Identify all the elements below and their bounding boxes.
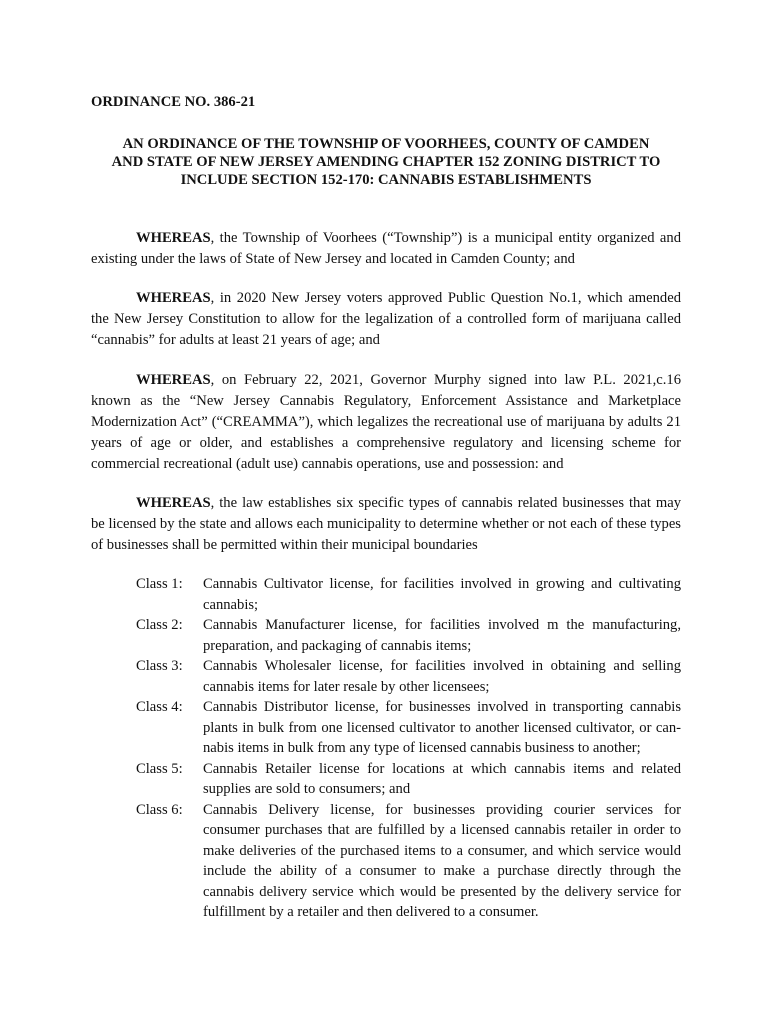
paragraph-text: , on February 22, 2021, Governor Murphy signed into law P.L. 2021,c.16 known as the “New Jersey Cannabis Regulatory, Enforcement Assistance and Marketplace Modernization Act” (“CREAMMA”), which legalizes the recreational use of marijuana by adults 21 years of age or older, and establishes a comprehensive regulatory and licensing scheme for commercial recreational (adult use) cannabis operations, use and possession: and — [91, 372, 681, 472]
license-class-item — [136, 615, 681, 656]
whereas-paragraph — [91, 288, 681, 351]
license-class-item — [136, 656, 681, 697]
class-description: Cannabis Retailer license for locations at which cannabis items and related supplies are sold to consumers; and — [203, 760, 681, 797]
license-class-item — [136, 574, 681, 615]
whereas-paragraph — [91, 228, 681, 270]
ordinance-number: ORDINANCE NO. 386-21 — [91, 94, 256, 110]
class-label: Class 1: — [136, 576, 183, 592]
ordinance-title: AN ORDINANCE OF THE TOWNSHIP OF VOORHEES, COUNTY OF CAMDEN AND STATE OF NEW JERSEY AMENDING CHAPTER 152 ZONING DISTRICT TO INCLUDE SECTION 152-170: CANNABIS ESTABLISHMENTS — [111, 136, 661, 188]
whereas-paragraph — [91, 493, 681, 556]
whereas-label: WHEREAS — [136, 230, 211, 246]
class-label: Class 4: — [136, 699, 183, 715]
license-class-item — [136, 800, 681, 923]
paragraph-text: , in 2020 New Jersey voters approved Public Question No.1, which amended the New Jersey Constitution to allow for the legalization of a controlled form of marijuana called “cannabis” for adults at least 21 years of age; and — [91, 290, 681, 348]
license-class-item — [136, 697, 681, 759]
license-class-list — [136, 574, 681, 923]
class-description: Cannabis Wholesaler license, for facilities involved in obtaining and selling cannabis items for later resale by other licensees; — [203, 658, 681, 695]
class-description: Cannabis Cultivator license, for facilities involved in growing and cultivating cannabis; — [203, 576, 681, 613]
class-description: Cannabis Manufacturer license, for facilities involved m the manufacturing, preparation, and packaging of cannabis items; — [203, 617, 681, 654]
paragraph-text: , the Township of Voorhees (“Township”) is a municipal entity organized and existing under the laws of State of New Jersey and located in Camden County; and — [91, 230, 681, 267]
class-description: Cannabis Distributor license, for businesses involved in transporting cannabis plants in bulk from one licensed cultivator to another licensed cultivator, or can-nabis items in bulk from any type of licensed cannabis business to another; — [203, 699, 681, 756]
class-label: Class 6: — [136, 801, 183, 818]
whereas-label: WHEREAS — [136, 290, 211, 306]
whereas-label: WHEREAS — [136, 372, 211, 388]
class-description: Cannabis Delivery license, for businesses providing courier services for consumer purchases that are fulfilled by a licensed cannabis retailer in order to make deliveries of the purchased items to a consumer, and which service would include the ability of a consumer to make a purchase directly through the cannabis delivery service which would be presented by the delivery service for fulfillment by a retailer and then delivered to a consumer. — [203, 801, 681, 920]
paragraph-text: , the law establishes six specific types of cannabis related businesses that may be licensed by the state and allows each municipality to determine whether or not each of these types of businesses shall be permitted within their municipal boundaries — [91, 495, 681, 553]
class-label: Class 2: — [136, 617, 183, 633]
class-label: Class 5: — [136, 760, 183, 777]
whereas-paragraph — [91, 370, 681, 475]
whereas-label: WHEREAS — [136, 495, 211, 511]
class-label: Class 3: — [136, 658, 183, 674]
license-class-item — [136, 759, 681, 800]
